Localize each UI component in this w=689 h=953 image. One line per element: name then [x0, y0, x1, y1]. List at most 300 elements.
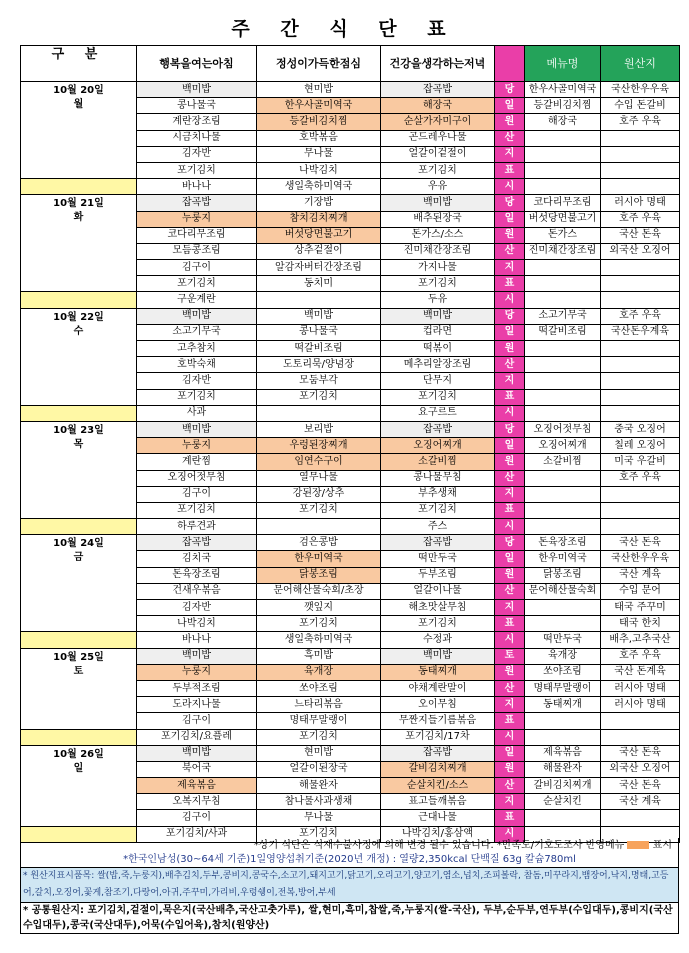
- tag-cell: 표: [495, 616, 525, 632]
- notes: [20, 838, 679, 934]
- breakfast-cell: 잡곡밥: [137, 535, 257, 551]
- breakfast-cell: 포기김치: [137, 502, 257, 518]
- header-breakfast: 행복을여는아침: [137, 46, 257, 82]
- origin-cell: 호주 우육: [601, 648, 680, 664]
- origin-cell: [601, 713, 680, 729]
- menu-name-cell: 제육볶음: [525, 745, 601, 761]
- breakfast-cell: 백미밥: [137, 82, 257, 98]
- origin-cell: 미국 우갈비: [601, 454, 680, 470]
- menu-name-cell: [525, 341, 601, 357]
- dinner-cell: 얼갈이나물: [381, 583, 495, 599]
- origin-cell: 태국 한치: [601, 616, 680, 632]
- origin-cell: [601, 502, 680, 518]
- dinner-cell: 백미밥: [381, 308, 495, 324]
- lunch-cell: 임연수구이: [257, 454, 381, 470]
- origin-cell: 외국산 오징어: [601, 243, 680, 259]
- lunch-cell: 흑미밥: [257, 648, 381, 664]
- menu-name-cell: [525, 486, 601, 502]
- dinner-cell: 단무지: [381, 373, 495, 389]
- day-label: [21, 82, 137, 179]
- lunch-cell: 생일축하미역국: [257, 632, 381, 648]
- day-label: [21, 308, 137, 405]
- lunch-cell: 기장밥: [257, 195, 381, 211]
- menu-name-cell: 순살치킨: [525, 794, 601, 810]
- dinner-cell: 부추생채: [381, 486, 495, 502]
- dinner-cell: 가지나물: [381, 260, 495, 276]
- origin-cell: 국산 계육: [601, 567, 680, 583]
- tag-cell: 일: [495, 211, 525, 227]
- breakfast-cell: 김구이: [137, 810, 257, 826]
- breakfast-cell: 김구이: [137, 713, 257, 729]
- tag-cell: 산: [495, 243, 525, 259]
- dinner-cell: 요구르트: [381, 405, 495, 421]
- tag-cell: 원: [495, 341, 525, 357]
- dinner-cell: 떡만두국: [381, 551, 495, 567]
- tag-cell: 당: [495, 308, 525, 324]
- breakfast-cell: 바나나: [137, 632, 257, 648]
- breakfast-cell: 김구이: [137, 260, 257, 276]
- tag-cell: 시: [495, 179, 525, 195]
- dinner-cell: 잡곡밥: [381, 421, 495, 437]
- tag-cell: 시: [495, 826, 525, 842]
- tag-cell: 지: [495, 697, 525, 713]
- header-menu-name: 메뉴명: [525, 46, 601, 82]
- dinner-cell: 해장국: [381, 98, 495, 114]
- breakfast-cell: 누룽지: [137, 664, 257, 680]
- lunch-cell: 호박볶음: [257, 130, 381, 146]
- lunch-cell: 포기김치: [257, 502, 381, 518]
- day-date: 10월 26일: [53, 748, 104, 760]
- breakfast-cell: 고추참치: [137, 341, 257, 357]
- origin-cell: [601, 486, 680, 502]
- lunch-cell: [257, 292, 381, 308]
- lunch-cell: 현미밥: [257, 745, 381, 761]
- lunch-cell: 동치미: [257, 276, 381, 292]
- breakfast-cell: 구운계란: [137, 292, 257, 308]
- origin-cell: [601, 373, 680, 389]
- day-spacer: [21, 729, 137, 745]
- breakfast-cell: 제육볶음: [137, 778, 257, 794]
- dinner-cell: 포기김치: [381, 502, 495, 518]
- header-tag: [495, 46, 525, 82]
- dinner-cell: 두부조림: [381, 567, 495, 583]
- breakfast-cell: 포기김치: [137, 389, 257, 405]
- lunch-cell: 포기김치: [257, 826, 381, 842]
- menu-name-cell: [525, 729, 601, 745]
- header-day: 구 분: [21, 46, 137, 82]
- tag-cell: 시: [495, 729, 525, 745]
- tag-cell: 지: [495, 373, 525, 389]
- breakfast-cell: 김자반: [137, 146, 257, 162]
- dinner-cell: 포기김치: [381, 276, 495, 292]
- breakfast-cell: 건새우볶음: [137, 583, 257, 599]
- menu-name-cell: 문어해산물숙회: [525, 583, 601, 599]
- lunch-cell: 도토리묵/양념장: [257, 357, 381, 373]
- day-label: [21, 745, 137, 826]
- dinner-cell: 주스: [381, 519, 495, 535]
- tag-cell: 토: [495, 648, 525, 664]
- tag-cell: 시: [495, 519, 525, 535]
- origin-cell: 국산 돈육: [601, 745, 680, 761]
- table-row: [21, 82, 680, 98]
- dinner-cell: 잡곡밥: [381, 745, 495, 761]
- breakfast-cell: 백미밥: [137, 745, 257, 761]
- dinner-cell: 수정과: [381, 632, 495, 648]
- origin-cell: 호주 우육: [601, 470, 680, 486]
- day-label: [21, 535, 137, 632]
- tag-cell: 원: [495, 454, 525, 470]
- note-nutrition: *한국인남성(30~64세 기준)1일영양섭취기준(2020년 개정) : 열량2,350kcal 단백질 63g 칼슘780ml: [20, 853, 679, 867]
- table-row: [21, 745, 680, 761]
- legend-orange-box: [627, 841, 649, 849]
- dinner-cell: 백미밥: [381, 195, 495, 211]
- table-row: [21, 195, 680, 211]
- menu-name-cell: 버섯당면불고기: [525, 211, 601, 227]
- tag-cell: 표: [495, 713, 525, 729]
- menu-name-cell: 코다리무조림: [525, 195, 601, 211]
- menu-name-cell: 떡만두국: [525, 632, 601, 648]
- origin-cell: [601, 810, 680, 826]
- header-dinner: 건강을생각하는저녁: [381, 46, 495, 82]
- table-row: [21, 535, 680, 551]
- lunch-cell: 나박김치: [257, 162, 381, 178]
- breakfast-cell: 김자반: [137, 600, 257, 616]
- dinner-cell: 콩나물무침: [381, 470, 495, 486]
- menu-name-cell: 명태무말랭이: [525, 680, 601, 696]
- menu-name-cell: [525, 179, 601, 195]
- day-label: [21, 195, 137, 292]
- day-label: [21, 421, 137, 518]
- dinner-cell: 백미밥: [381, 648, 495, 664]
- breakfast-cell: 김구이: [137, 486, 257, 502]
- breakfast-cell: 사과: [137, 405, 257, 421]
- origin-cell: [601, 276, 680, 292]
- origin-cell: 국산 돈육: [601, 778, 680, 794]
- dinner-cell: 표고들깨볶음: [381, 794, 495, 810]
- tag-cell: 당: [495, 195, 525, 211]
- origin-cell: [601, 179, 680, 195]
- breakfast-cell: 콩나물국: [137, 98, 257, 114]
- lunch-cell: [257, 519, 381, 535]
- dinner-cell: 잡곡밥: [381, 535, 495, 551]
- menu-name-cell: [525, 130, 601, 146]
- header-lunch: 정성이가득한점심: [257, 46, 381, 82]
- lunch-cell: 명태무말랭이: [257, 713, 381, 729]
- origin-cell: 호주 우육: [601, 308, 680, 324]
- dinner-cell: 컵라면: [381, 324, 495, 340]
- day-date: 10월 24일: [53, 538, 104, 550]
- menu-name-cell: 오징어찌개: [525, 438, 601, 454]
- breakfast-cell: 포기김치/요플레: [137, 729, 257, 745]
- tag-cell: 일: [495, 324, 525, 340]
- dinner-cell: 무짠지들기름볶음: [381, 713, 495, 729]
- tag-cell: 표: [495, 502, 525, 518]
- dinner-cell: 잡곡밥: [381, 82, 495, 98]
- lunch-cell: 참나물사과생채: [257, 794, 381, 810]
- breakfast-cell: 호박숙채: [137, 357, 257, 373]
- menu-name-cell: 닭봉조림: [525, 567, 601, 583]
- origin-cell: 국산 돈육: [601, 535, 680, 551]
- dinner-cell: 돈가스/소스: [381, 227, 495, 243]
- menu-name-cell: 소고기무국: [525, 308, 601, 324]
- dinner-cell: 나박김치/홍삼액: [381, 826, 495, 842]
- tag-cell: 산: [495, 680, 525, 696]
- menu-name-cell: 동태찌개: [525, 697, 601, 713]
- table-row: [21, 292, 680, 308]
- origin-cell: 러시아 명태: [601, 697, 680, 713]
- menu-name-cell: [525, 292, 601, 308]
- breakfast-cell: 오징어젓무침: [137, 470, 257, 486]
- dinner-cell: 오이무침: [381, 697, 495, 713]
- menu-name-cell: [525, 519, 601, 535]
- lunch-cell: 알감자버터간장조림: [257, 260, 381, 276]
- tag-cell: 일: [495, 438, 525, 454]
- lunch-cell: 콩나물국: [257, 324, 381, 340]
- lunch-cell: 무나물: [257, 146, 381, 162]
- lunch-cell: 한우미역국: [257, 551, 381, 567]
- menu-name-cell: 해물완자: [525, 761, 601, 777]
- menu-name-cell: [525, 162, 601, 178]
- day-spacer: [21, 292, 137, 308]
- breakfast-cell: 김자반: [137, 373, 257, 389]
- breakfast-cell: 김치국: [137, 551, 257, 567]
- origin-cell: [601, 729, 680, 745]
- lunch-cell: 포기김치: [257, 729, 381, 745]
- day-label: [21, 648, 137, 729]
- table-row: [21, 405, 680, 421]
- tag-cell: 표: [495, 389, 525, 405]
- breakfast-cell: 북어국: [137, 761, 257, 777]
- day-date: 10월 21일: [53, 198, 104, 210]
- origin-cell: 외국산 오징어: [601, 761, 680, 777]
- breakfast-cell: 포기김치: [137, 276, 257, 292]
- origin-cell: 호주 우육: [601, 114, 680, 130]
- breakfast-cell: 계란찜: [137, 454, 257, 470]
- day-date: 10월 25일: [53, 651, 104, 663]
- lunch-cell: 등갈비김치찜: [257, 114, 381, 130]
- menu-name-cell: 등갈비김치찜: [525, 98, 601, 114]
- note-common-origin: * 공통원산지: 포기김치,겉절이,묵은지(국산배추,국산고춧가루), 쌀,현미,흑미,찹쌀,죽,누룽지(쌀-국산), 두부,순두부,연두부(수입대두),콩비지(국산수입대두),콩국(국산대두),어묵(수입어육),참치(원양산): [20, 903, 679, 934]
- lunch-cell: 육개장: [257, 664, 381, 680]
- lunch-cell: 포기김치: [257, 389, 381, 405]
- weekly-menu-table: [20, 45, 680, 843]
- dinner-cell: 야채계란말이: [381, 680, 495, 696]
- tag-cell: 원: [495, 114, 525, 130]
- breakfast-cell: 코다리무조림: [137, 227, 257, 243]
- tag-cell: 지: [495, 600, 525, 616]
- tag-cell: 시: [495, 292, 525, 308]
- menu-name-cell: 갈비김치찌개: [525, 778, 601, 794]
- dinner-cell: 순살가자미구이: [381, 114, 495, 130]
- menu-name-cell: 쏘야조림: [525, 664, 601, 680]
- lunch-cell: 백미밥: [257, 308, 381, 324]
- tag-cell: 당: [495, 535, 525, 551]
- table-row: [21, 308, 680, 324]
- breakfast-cell: 나박김치: [137, 616, 257, 632]
- tag-cell: 지: [495, 794, 525, 810]
- table-row: [21, 632, 680, 648]
- menu-name-cell: [525, 470, 601, 486]
- menu-name-cell: [525, 405, 601, 421]
- note-change-text: *상기 식단은 식재수불사정에 의해 변경 될수 있습니다. *만족도/기호도조사 반영메뉴: [253, 840, 625, 851]
- note-origin-items: * 원산지표시품목: 쌀(밥,죽,누룽지),배추김치,두부,콩비지,콩국수,소고기,돼지고기,닭고기,오리고기,양고기,염소,넙치,조피볼락, 참돔,미꾸라지,뱀장어,낙지,명태,고등어,갈치,오징어,꽃게,참조기,다랑어,아귀,주꾸미,가리비,우렁쉥이,전복,방어,부세: [20, 867, 679, 903]
- breakfast-cell: 하루견과: [137, 519, 257, 535]
- breakfast-cell: 계란장조림: [137, 114, 257, 130]
- day-spacer: [21, 519, 137, 535]
- lunch-cell: [257, 405, 381, 421]
- dinner-cell: 순살치킨/소스: [381, 778, 495, 794]
- tag-cell: 원: [495, 567, 525, 583]
- menu-name-cell: 떡갈비조림: [525, 324, 601, 340]
- breakfast-cell: 백미밥: [137, 648, 257, 664]
- lunch-cell: 열무나물: [257, 470, 381, 486]
- origin-cell: 호주 우육: [601, 211, 680, 227]
- dinner-cell: 포기김치: [381, 616, 495, 632]
- lunch-cell: 떡갈비조림: [257, 341, 381, 357]
- dinner-cell: 두유: [381, 292, 495, 308]
- tag-cell: 원: [495, 761, 525, 777]
- origin-cell: [601, 292, 680, 308]
- tag-cell: 산: [495, 583, 525, 599]
- menu-name-cell: [525, 616, 601, 632]
- menu-name-cell: [525, 357, 601, 373]
- tag-cell: 당: [495, 421, 525, 437]
- lunch-cell: 얼갈이된장국: [257, 761, 381, 777]
- table-row: [21, 729, 680, 745]
- lunch-cell: 깻잎지: [257, 600, 381, 616]
- dinner-cell: 해초맛살무침: [381, 600, 495, 616]
- day-date: 10월 23일: [53, 424, 104, 436]
- lunch-cell: 보리밥: [257, 421, 381, 437]
- origin-cell: 국산한우우육: [601, 551, 680, 567]
- menu-name-cell: 진미채간장조림: [525, 243, 601, 259]
- tag-cell: 원: [495, 227, 525, 243]
- lunch-cell: 우렁된장찌개: [257, 438, 381, 454]
- tag-cell: 산: [495, 470, 525, 486]
- origin-cell: 국산돈우계육: [601, 324, 680, 340]
- menu-name-cell: [525, 810, 601, 826]
- menu-name-cell: 돈가스: [525, 227, 601, 243]
- tag-cell: 당: [495, 82, 525, 98]
- day-weekday: 목: [73, 438, 84, 450]
- origin-cell: [601, 341, 680, 357]
- menu-name-cell: [525, 260, 601, 276]
- origin-cell: [601, 162, 680, 178]
- breakfast-cell: 잡곡밥: [137, 195, 257, 211]
- origin-cell: [601, 260, 680, 276]
- dinner-cell: 진미채간장조림: [381, 243, 495, 259]
- origin-cell: 국산 돈계육: [601, 664, 680, 680]
- page-title: 주 간 식 단 표: [231, 18, 458, 40]
- breakfast-cell: 모듬콩조림: [137, 243, 257, 259]
- breakfast-cell: 시금치나물: [137, 130, 257, 146]
- lunch-cell: 닭봉조림: [257, 567, 381, 583]
- day-weekday: 수: [73, 325, 84, 337]
- lunch-cell: 느타리볶음: [257, 697, 381, 713]
- breakfast-cell: 도라지나물: [137, 697, 257, 713]
- header-row: [21, 46, 680, 82]
- breakfast-cell: 돈육장조림: [137, 567, 257, 583]
- origin-cell: 태국 주꾸미: [601, 600, 680, 616]
- day-weekday: 화: [73, 212, 84, 224]
- table-row: [21, 648, 680, 664]
- lunch-cell: 버섯당면불고기: [257, 227, 381, 243]
- breakfast-cell: 포기김치/사과: [137, 826, 257, 842]
- menu-name-cell: 한우미역국: [525, 551, 601, 567]
- dinner-cell: 소갈비찜: [381, 454, 495, 470]
- origin-cell: 수입 문어: [601, 583, 680, 599]
- dinner-cell: 오징어찌개: [381, 438, 495, 454]
- origin-cell: 국산한우우육: [601, 82, 680, 98]
- breakfast-cell: 바나나: [137, 179, 257, 195]
- origin-cell: 국산 계육: [601, 794, 680, 810]
- origin-cell: [601, 519, 680, 535]
- menu-name-cell: 한우사골미역국: [525, 82, 601, 98]
- origin-cell: 칠레 오징어: [601, 438, 680, 454]
- menu-name-cell: 육개장: [525, 648, 601, 664]
- tag-cell: 일: [495, 98, 525, 114]
- lunch-cell: 포기김치: [257, 616, 381, 632]
- dinner-cell: 우유: [381, 179, 495, 195]
- note-change: [20, 838, 679, 853]
- day-spacer: [21, 632, 137, 648]
- dinner-cell: 갈비김치찌개: [381, 761, 495, 777]
- origin-cell: [601, 130, 680, 146]
- lunch-cell: 쏘야조림: [257, 680, 381, 696]
- menu-name-cell: [525, 389, 601, 405]
- dinner-cell: 포기김치: [381, 389, 495, 405]
- breakfast-cell: 포기김치: [137, 162, 257, 178]
- origin-cell: [601, 146, 680, 162]
- dinner-cell: 동태찌개: [381, 664, 495, 680]
- table-row: [21, 519, 680, 535]
- lunch-cell: 참치김치찌개: [257, 211, 381, 227]
- breakfast-cell: 오복지무침: [137, 794, 257, 810]
- origin-cell: 중국 오징어: [601, 421, 680, 437]
- lunch-cell: 검은콩밥: [257, 535, 381, 551]
- lunch-cell: 생일축하미역국: [257, 179, 381, 195]
- menu-name-cell: 해장국: [525, 114, 601, 130]
- tag-cell: 표: [495, 276, 525, 292]
- lunch-cell: 문어해산물숙회/초장: [257, 583, 381, 599]
- breakfast-cell: 백미밥: [137, 421, 257, 437]
- menu-name-cell: 오징어젓무침: [525, 421, 601, 437]
- lunch-cell: 상추겉절이: [257, 243, 381, 259]
- dinner-cell: 곤드레우나물: [381, 130, 495, 146]
- menu-name-cell: 소갈비찜: [525, 454, 601, 470]
- menu-name-cell: [525, 502, 601, 518]
- origin-cell: [601, 389, 680, 405]
- origin-cell: 수입 돈갈비: [601, 98, 680, 114]
- day-weekday: 월: [73, 99, 84, 110]
- lunch-cell: 현미밥: [257, 82, 381, 98]
- menu-name-cell: [525, 600, 601, 616]
- tag-cell: 지: [495, 260, 525, 276]
- tag-cell: 일: [495, 745, 525, 761]
- tag-cell: 산: [495, 130, 525, 146]
- day-spacer: [21, 405, 137, 421]
- lunch-cell: 모둠부각: [257, 373, 381, 389]
- tag-cell: 지: [495, 486, 525, 502]
- menu-name-cell: 돈육장조림: [525, 535, 601, 551]
- origin-cell: 국산 돈육: [601, 227, 680, 243]
- origin-cell: 러시아 명태: [601, 195, 680, 211]
- breakfast-cell: 백미밥: [137, 308, 257, 324]
- tag-cell: 표: [495, 162, 525, 178]
- lunch-cell: 해물완자: [257, 778, 381, 794]
- breakfast-cell: 두부적조림: [137, 680, 257, 696]
- lunch-cell: 강된장/상추: [257, 486, 381, 502]
